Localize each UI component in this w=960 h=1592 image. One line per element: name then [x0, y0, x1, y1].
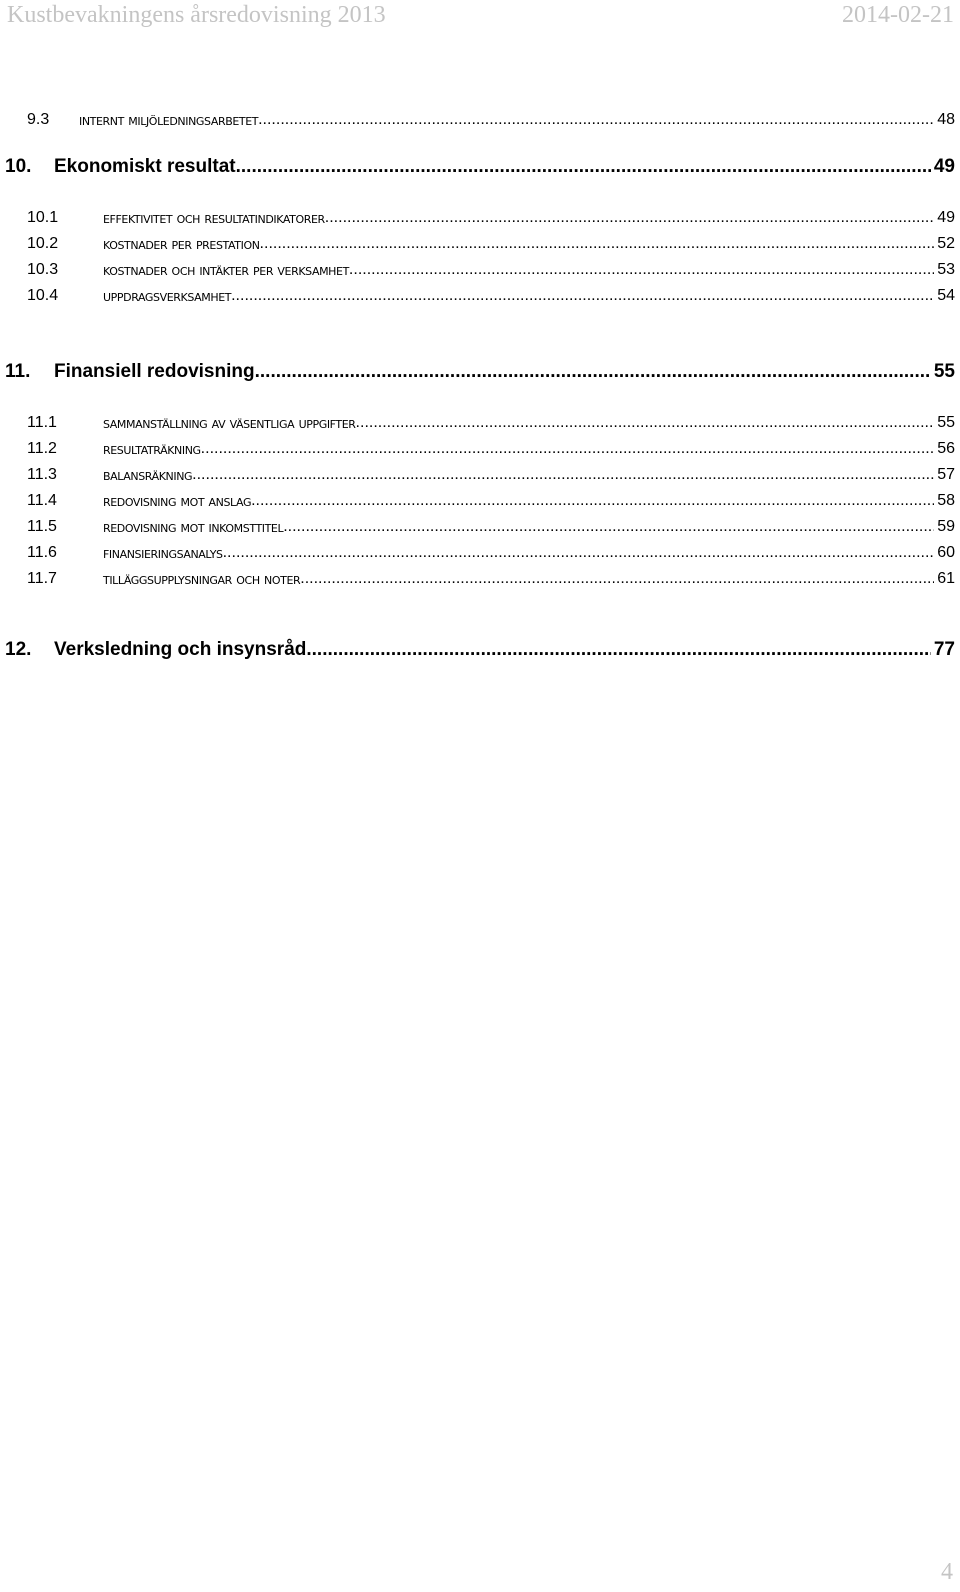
toc-entry-12[interactable]: [0, 635, 955, 661]
toc-number: 12.: [5, 639, 32, 660]
toc-leader: [231, 287, 934, 305]
toc-entry-10-1[interactable]: [0, 201, 955, 227]
toc-number: 9.3: [27, 111, 50, 128]
toc-title: internt miljöledningsarbetet: [79, 111, 259, 129]
toc-number: 11.: [5, 361, 31, 382]
toc-title: kostnader och intäkter per verksamhet: [103, 261, 349, 279]
toc-leader: [251, 492, 934, 510]
toc-leader: [201, 440, 935, 458]
page-number: 4: [941, 1559, 953, 1585]
toc-leader: [223, 544, 935, 562]
toc-leader: [356, 414, 935, 432]
toc-title: kostnader per prestation: [103, 235, 260, 253]
toc-page: 77: [933, 639, 955, 660]
toc-leader: [260, 235, 935, 253]
toc-title: Ekonomiskt resultat: [54, 156, 236, 177]
document-title: Kustbevakningens årsredovisning 2013: [7, 2, 386, 28]
toc-leader: [255, 361, 931, 383]
toc-entry-10-2[interactable]: [0, 227, 955, 253]
toc-page: 49: [933, 156, 955, 177]
toc-page: 57: [937, 466, 955, 483]
toc-title: Finansiell redovisning: [54, 361, 255, 382]
toc-page: 59: [937, 518, 955, 535]
toc-leader: [349, 261, 934, 279]
toc-leader: [258, 111, 934, 129]
toc-title: Verksledning och insynsråd: [54, 639, 307, 660]
toc-title: balansräkning: [103, 466, 193, 484]
toc-number: 11.4: [27, 492, 57, 509]
toc-number: 10.3: [27, 261, 59, 278]
toc-page: 60: [937, 544, 955, 561]
toc-entry-11-3[interactable]: [0, 458, 955, 484]
toc-page: 58: [937, 492, 955, 509]
toc-leader: [300, 570, 934, 588]
toc-entry-11-2[interactable]: [0, 432, 955, 458]
toc-number: 10.: [5, 156, 32, 177]
toc-entry-11-7[interactable]: [0, 562, 955, 588]
toc-number: 10.1: [27, 209, 59, 226]
toc-page: 52: [937, 235, 955, 252]
toc-title: sammanställning av väsentliga uppgifter: [103, 414, 356, 432]
toc-entry-11[interactable]: [0, 357, 955, 383]
toc-title: redovisning mot anslag: [103, 492, 252, 510]
toc-page: 55: [933, 361, 955, 382]
toc-page: 48: [937, 111, 955, 128]
toc-page: 54: [937, 287, 955, 304]
toc-number: 11.5: [27, 518, 57, 535]
toc-leader: [192, 466, 934, 484]
toc-leader: [306, 639, 930, 661]
toc-number: 10.2: [27, 235, 59, 252]
toc-page: 53: [937, 261, 955, 278]
toc-entry-11-6[interactable]: [0, 536, 955, 562]
toc-entry-11-1[interactable]: [0, 406, 955, 432]
toc-title: finansieringsanalys: [103, 544, 223, 562]
toc-page: 61: [937, 570, 955, 587]
toc-number: 10.4: [27, 287, 59, 304]
toc-number: 11.7: [27, 570, 57, 587]
toc-page: 55: [937, 414, 955, 431]
toc-page: 49: [937, 209, 955, 226]
toc-title: uppdragsverksamhet: [103, 287, 232, 305]
toc-page: 56: [937, 440, 955, 457]
toc-number: 11.1: [27, 414, 57, 431]
toc-entry-10-4[interactable]: [0, 279, 955, 305]
toc-leader: [283, 518, 934, 536]
toc-title: resultaträkning: [103, 440, 201, 458]
toc-entry-11-4[interactable]: [0, 484, 955, 510]
toc-number: 11.2: [27, 440, 57, 457]
toc-entry-10[interactable]: [0, 152, 955, 178]
toc-entry-11-5[interactable]: [0, 510, 955, 536]
page-header: [0, 0, 960, 36]
toc-title: tilläggsupplysningar och noter: [103, 570, 301, 588]
toc-leader: [236, 156, 931, 178]
toc-number: 11.3: [27, 466, 57, 483]
toc-entry-10-3[interactable]: [0, 253, 955, 279]
toc-entry-9-3[interactable]: [0, 103, 955, 129]
toc-title: redovisning mot inkomsttitel: [103, 518, 284, 536]
toc-number: 11.6: [27, 544, 57, 561]
document-date: 2014-02-21: [842, 2, 954, 28]
toc-leader: [325, 209, 934, 227]
toc-title: effektivitet och resultatindikatorer: [103, 209, 325, 227]
